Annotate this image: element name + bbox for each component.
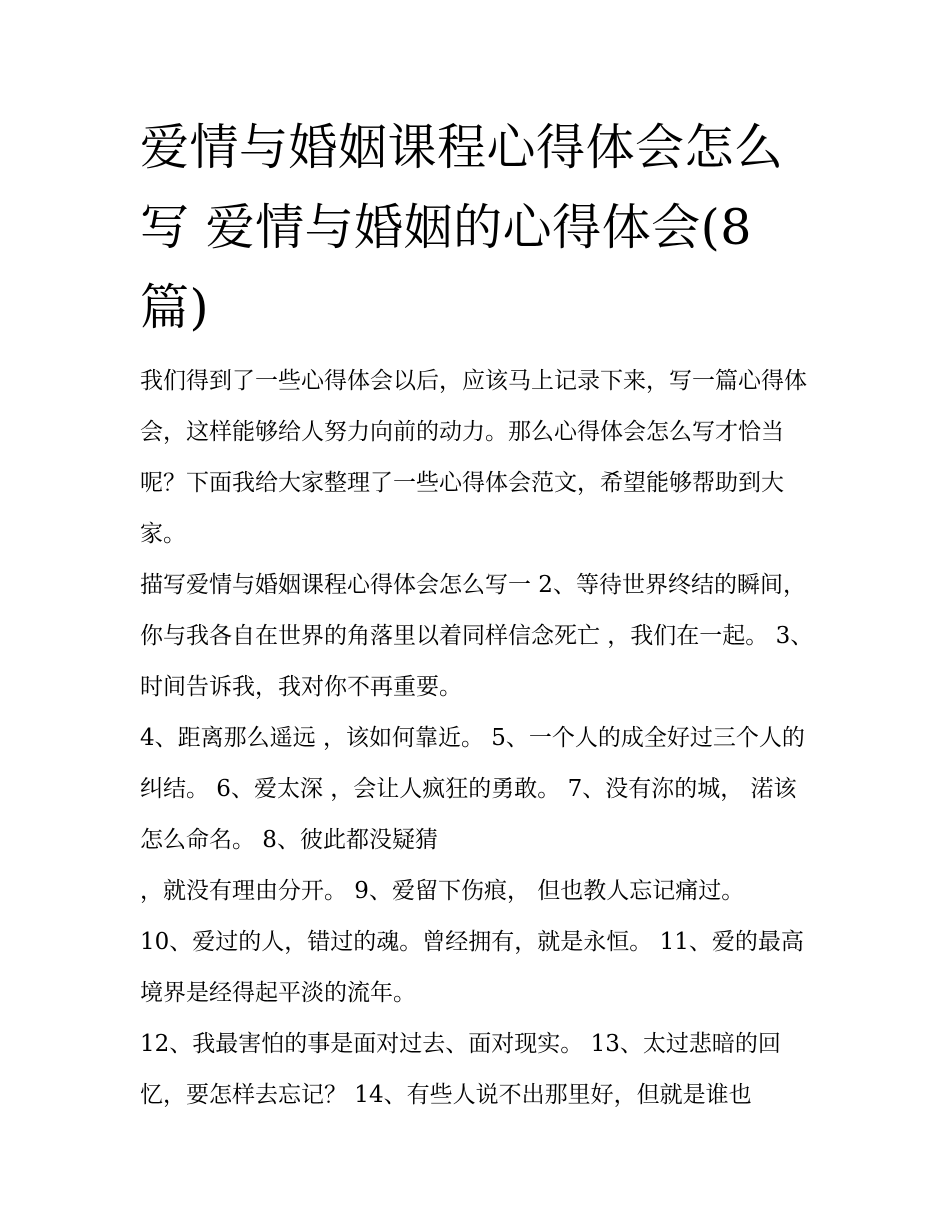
paragraph-quotes-2: 4、距离那么遥远 ，该如何靠近。 5、一个人的成全好过三个人的纠结。 6、爱太深 ，会让人疯狂的勇敢。 7、没有沵的城， 渃该怎么命名。 8、彼此都没疑猜 <box>140 725 805 853</box>
paragraph-intro: 我们得到了一些心得体会以后，应该马上记录下来，写一篇心得体会，这样能够给人努力向前的动力。那么心得体会怎么写才恰当呢？下面我给大家整理了一些心得体会范文，希望能够帮助到大家。 <box>140 368 807 547</box>
paragraph-quotes-3: ，就没有理由分开。 9、爱留下伤痕， 但也教人忘记痛过。 <box>140 878 745 904</box>
document-title: 爱情与婚姻课程心得体会怎么写 爱情与婚姻的心得体会(8篇) <box>140 119 784 336</box>
document-body <box>140 108 815 1121</box>
paragraph-quotes-4: 10、爱过的人，错过的魂。曾经拥有，就是永恒。 11、爱的最高境界是经得起平淡的流年。 <box>140 929 804 1006</box>
paragraph-quotes-5: 12、我最害怕的事是面对过去、面对现实。 13、太过悲暗的回忆，要怎样去忘记？ 14、有些人说不出那里好，但就是谁也 <box>140 1031 781 1108</box>
paragraph-quotes-1: 描写爱情与婚姻课程心得体会怎么写一 2、等待世界终结的瞬间，你与我各自在世界的角落里以着同样信念死亡 ，我们在一起。 3、时间告诉我，我对你不再重要。 <box>140 572 814 700</box>
